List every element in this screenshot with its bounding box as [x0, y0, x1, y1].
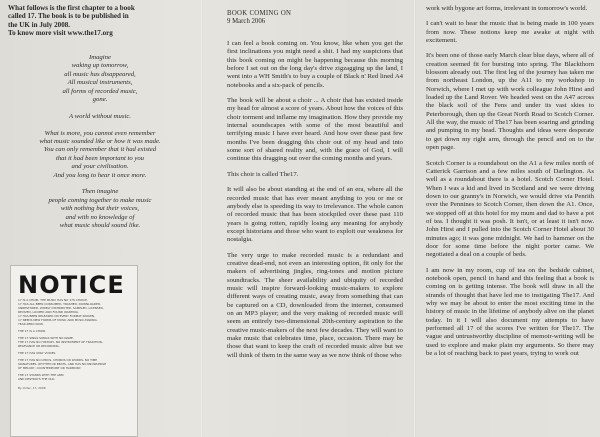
paragraph: work with bygone art forms, irrelevant in tomorrow's world. — [426, 5, 588, 12]
poem-line: Imagine — [89, 53, 111, 61]
poem-line: all music has disappeared, — [64, 70, 136, 78]
poem-line: You can only remember that it had existed — [43, 146, 157, 154]
notice-line: THE 17 IS A CHOIR. — [18, 329, 46, 333]
poem — [8, 54, 192, 230]
paragraph: This choir is called The17. — [227, 170, 299, 178]
chapter-heading: BOOK COMING ON — [227, 10, 292, 17]
notice-line: OF MELODY, COUNTERPOINT OR HARMONY. — [18, 366, 81, 370]
poem-line: All musical instruments, — [67, 79, 133, 87]
paragraph: The book will be about a choir ... A choir that has existed inside my head for almost a score of years. About how the voices of this choir torment and inflame my imagination. How they provide my internal soundscapes with some of the most beautiful and terrifying music I have ever heard. And how over these past few months I've been dragging this choir out of my head and into some sort of shared reality and, with the grace of God, I will continue this dragging out over the coming months and years. — [227, 97, 403, 163]
notice-line: 17 HAS ALL BEEN CONSUMED, TRASHED, DOWNLOADED, — [18, 302, 102, 306]
notice-line: AND DESTROYS THE OLD. — [18, 377, 56, 381]
poem-line: Then imagine — [81, 188, 119, 196]
poem-line: what music should sound like. — [59, 222, 141, 230]
poem-line: all forms of recorded music, — [62, 87, 138, 95]
notice-line: YEAR ZERO NOW. — [18, 322, 44, 326]
notice-line: 17 HAS BEEN RELEASED ON EVERY FORMAT KNOWN. — [18, 314, 95, 318]
notice-line: SIGNATURES, RHYTHM OR BEATS, AND HAS NO KNOWLEDGE — [18, 362, 107, 366]
notice-card — [10, 265, 138, 437]
paragraph: It will also be about standing at the end of an era, where all the recorded music that has ever meant anything to you or me or anybody else is speeding its way to irrelevance. The whole canon of recorded music that has been stockpiled over these past 110 years is going rotten, rapidly losing any meaning for anybody except historians and those who want to exploit our weakness for nostalgia. — [227, 186, 403, 244]
poem-line: people coming together to make music — [48, 196, 152, 204]
paragraph: Scotch Corner is a roundabout on the A1 a few miles north of Catterick Garrison and a few miles south of Darlington. As well as a roundabout there is a hotel. Scotch Corner Hotel. When I was a kid and lived in Scotland and we were driving down to our granny's in Norwich, we would drive via Penrith over the Pennines to Scotch Corner, then down the A1. Once, we stopped off at this hotel for my mum and dad to have a pot of tea. I thought it was posh. It isn't, or at least it isn't now. John Hirst and I pulled into the Scotch Corner Hotel about 30 minutes ago; it was gone midnight. We had to hammer on the door for some time before the night porter came. We negotiated a deal on a couple of beds. — [426, 159, 594, 259]
notice-line: THE 17 HAS NO LYRICS, CHORDS OR WORDS, NO TIME — [18, 358, 98, 362]
paragraph: I can't wait to hear the music that is being made in 100 years from now. These notions keep me awake at night with excitement. — [426, 20, 594, 45]
poem-line: waking up tomorrow, — [71, 62, 129, 70]
poem-line: What is more, you cannot even remember — [44, 129, 156, 137]
paragraph: I can feel a book coming on. You know, like when you get the first inclinations you might need a shit. I had my suspicions that this book coming on might be happening because this morning before I set out on the long day's drive zigzagging up the land, I went into a WH Smith's to buy a couple of Black n' Red lined A4 notebooks and a six-pack of pencils. — [227, 40, 403, 89]
notice-line: THE 17 SINGS SONGS WITH NO NAME. — [18, 336, 74, 340]
paragraph: It's been one of those early March clear blue days, where all of creation seemed fit for bursting into spring. The Blackthorn blossom already out. The first leg of the journey has taken me from northeast London, up the A11 to my workshop in Norwich, where I met up with work colleague John Hirst and loaded up the Land Rover. We headed west on the A47 across the black soil of the Fens and under its vast skies to Peterborough, then up the Great North Road to Scotch Corner. All the way, the music of The17 has been soaring and grinding and pumping in my head. Thoughts and ideas were desperate to get down my right arm, through the pencil and on to the open page. — [426, 52, 594, 152]
notice-line: THE 17 HAS NO HISTORY, NO INSTRUMENT OF TRADITION, — [18, 340, 103, 344]
notice-line: 17 IS A CHOIR. THE MUSIC HAS NO 17S CHOICE. — [18, 298, 88, 302]
poem-line: and with no knowledge of — [65, 213, 135, 221]
poem-line: and your civilisation. — [71, 163, 129, 171]
notice-title: NOTICE — [18, 271, 125, 299]
notice-line: 17 NEEDS NEW FORMS OF MUSIC AND MUSIC-MAKING. — [18, 318, 98, 322]
poem-line: gone. — [92, 96, 108, 103]
notice-line: REVIVED, LOOPED AND FOUND WANTING. — [18, 310, 79, 314]
notice-line: RELEVANCE OR RECORDING. — [18, 344, 60, 348]
chapter-date: 9 March 2006 — [227, 18, 266, 25]
middle-panel — [203, 0, 413, 437]
poem-line: that it had been important to you — [55, 154, 145, 162]
notice-signature: By Order, 17, 2008 — [18, 386, 46, 390]
intro-text: What follows is the first chapter to a book called 17. The book is to be published in the UK in July 2008. To know more visit www.the17.org — [8, 4, 135, 37]
poem-line: A world without music. — [69, 112, 131, 120]
left-panel — [0, 0, 200, 437]
poem-line: what music sounded like or how it was made. — [39, 138, 161, 145]
poem-line: And you long to hear it once more. — [53, 171, 147, 179]
paragraph: I am now in my room, cup of tea on the bedside cabinet, notebook open, pencil in hand and this feeling that a book is coming on is getting intense. The book will draw in all the strands of thought that have led me to instigating The17. And why we may be about to enter the most exciting time in the history of music in the lifetime of anybody alive on the planet today. In it I will also document my attempts to have performed all 17 of the scores I've written for The17. The vague and untrustworthy discipline of memoir-writing will be used to explore and make plain my arguments. So there may be a lot of reaching back to past years, trying to work out — [426, 266, 594, 358]
right-panel — [416, 0, 600, 437]
notice-line: UNRESTORED, WIDELY DISTRIBUTED, SAMPLED, LICENSED, — [18, 306, 104, 310]
notice-line: THE 17 STANDS WITH THE ARM — [18, 373, 64, 377]
paragraph: The very urge to make recorded music is a redundant and creative dead-end, not even an interesting option, fit only for the makers of advertising jingles, ring-tones and motion picture soundtracks. The sheer availability and ubiquity of recorded music will inspire forward-looking music-makers to explore different ways of creating music, away from something that can be captured on a CD, downloaded from the internet, consumed on an MP3 player; and the very making of recorded music will seem an entirely two-dimensional 20th-century aspiration to the creative music-makers of the next few decades. They will want to make music that celebrates time, place, occasion. There may be those that want to keep the craft of recorded music alive but we will think of them in the same way as we now think of those who — [227, 251, 403, 359]
poem-line: with nothing but their voices, — [60, 205, 140, 213]
notice-line: THE 17 HAS ONLY VOICES. — [18, 351, 57, 355]
